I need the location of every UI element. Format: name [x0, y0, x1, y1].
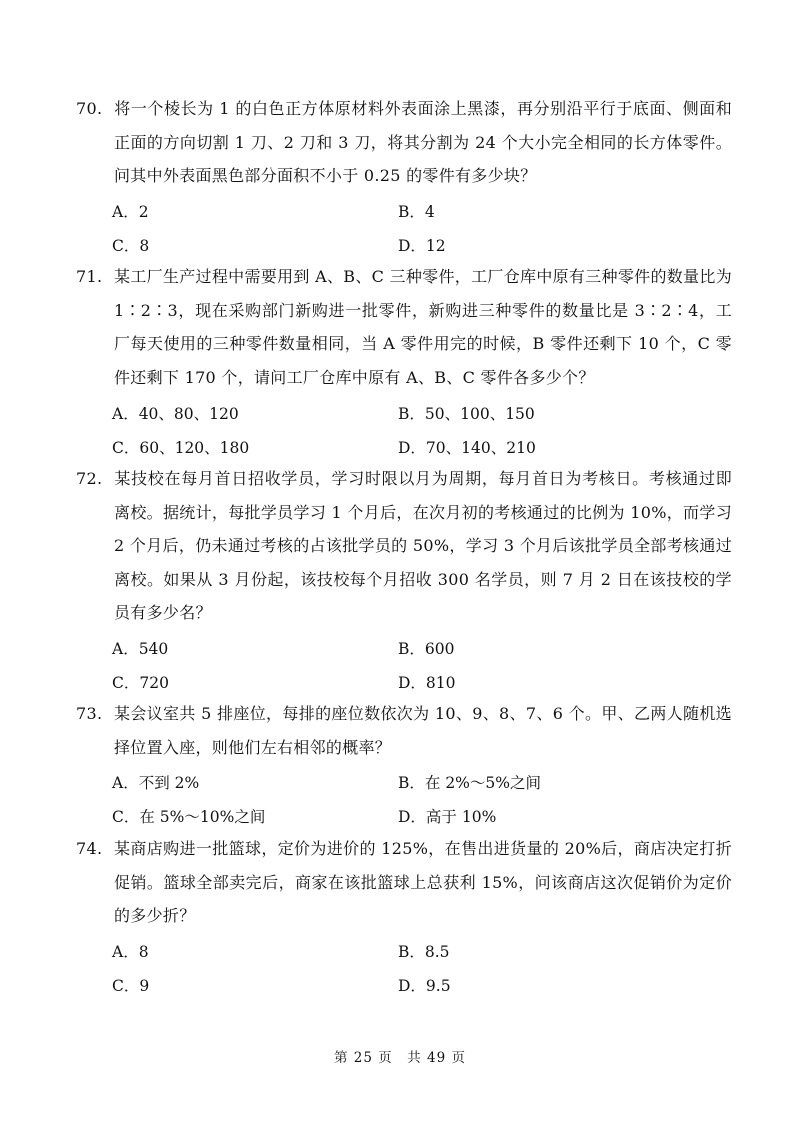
question-71 [76, 260, 732, 394]
question-74-number: 74. [76, 839, 103, 858]
question-72 [76, 462, 732, 630]
question-72-option-a[interactable]: A．540 [112, 640, 169, 658]
question-71-option-a[interactable]: A．40、80、120 [112, 405, 239, 423]
question-70-option-a[interactable]: A．2 [112, 203, 149, 221]
page-number-label: 第 25 页 共 49 页 [333, 1050, 467, 1066]
question-74-option-a[interactable]: A．8 [112, 943, 149, 961]
question-72-options-row-2 [112, 671, 712, 695]
question-74-text [76, 832, 732, 933]
question-74-options-row-2 [112, 974, 712, 998]
question-71-options-row-1 [112, 402, 712, 426]
question-71-options-row-2 [112, 436, 712, 460]
question-73-number: 73. [76, 704, 103, 723]
question-70-option-c[interactable]: C．8 [112, 237, 150, 255]
question-72-text [76, 462, 732, 630]
question-70-option-b[interactable]: B．4 [398, 203, 435, 221]
question-74-stem: 某商店购进一批篮球，定价为进价的 125%，在售出进货量的 20%后，商店决定打折促销。篮球全部卖完后，商家在该批篮球上总获利 15%，问该商店这次促销价为定价的多少折？ [114, 839, 732, 926]
question-72-number: 72. [76, 469, 103, 488]
question-70-number: 70. [76, 99, 103, 118]
question-71-option-d[interactable]: D．70、140、210 [398, 439, 536, 457]
question-71-number: 71. [76, 267, 103, 286]
question-74 [76, 832, 732, 933]
question-73-options-row-2 [112, 805, 712, 829]
question-72-stem: 某技校在每月首日招收学员，学习时限以月为周期，每月首日为考核日。考核通过即离校。据统计，每批学员学习 1 个月后，在次月初的考核通过的比例为 10%，而学习 2 个月后，仍未通过考核的占该批学员的 50%，学习 3 个月后该批学员全部考核通过离校。如果从 3 月份起，该技校每个月招收 300 名学员，则 7 月 2 日在该技校的学员有多少名？ [114, 469, 732, 623]
question-73-option-b[interactable]: B．在 2%～5%之间 [398, 774, 541, 792]
question-70-text [76, 92, 732, 193]
question-74-option-c[interactable]: C．9 [112, 977, 150, 995]
question-72-option-b[interactable]: B．600 [398, 640, 455, 658]
question-72-option-d[interactable]: D．810 [398, 674, 456, 692]
question-74-option-b[interactable]: B．8.5 [398, 943, 450, 961]
question-74-options-row-1 [112, 940, 712, 964]
question-70-options-row-1 [112, 200, 712, 224]
question-71-stem: 某工厂生产过程中需要用到 A、B、C 三种零件，工厂仓库中原有三种零件的数量比为 1∶2∶3，现在采购部门新购进一批零件，新购进三种零件的数量比是 3∶2∶4，工厂每天使用的三种零件数量相同，当 A 零件用完的时候，B 零件还剩下 10 个，C 零件还剩下 170 个，请问工厂仓库中原有 A、B、C 零件各多少个？ [114, 267, 732, 387]
question-73-options-row-1 [112, 771, 712, 795]
question-73-stem: 某会议室共 5 排座位，每排的座位数依次为 10、9、8、7、6 个。甲、乙两人随机选择位置入座，则他们左右相邻的概率？ [114, 704, 732, 757]
question-73 [76, 697, 732, 764]
question-71-option-b[interactable]: B．50、100、150 [398, 405, 535, 423]
page-footer [0, 1046, 800, 1066]
question-71-option-c[interactable]: C．60、120、180 [112, 439, 250, 457]
question-72-option-c[interactable]: C．720 [112, 674, 169, 692]
question-70-option-d[interactable]: D．12 [398, 237, 446, 255]
question-70-stem: 将一个棱长为 1 的白色正方体原材料外表面涂上黑漆，再分别沿平行于底面、侧面和正面的方向切割 1 刀、2 刀和 3 刀，将其分割为 24 个大小完全相同的长方体零件。问其中外表面黑色部分面积不小于 0.25 的零件有多少块？ [114, 99, 732, 186]
question-72-options-row-1 [112, 637, 712, 661]
question-70 [76, 92, 732, 193]
question-73-option-a[interactable]: A．不到 2% [112, 774, 200, 792]
question-70-options-row-2 [112, 234, 712, 258]
question-74-option-d[interactable]: D．9.5 [398, 977, 451, 995]
question-71-text [76, 260, 732, 394]
question-73-option-d[interactable]: D．高于 10% [398, 808, 497, 826]
question-73-text [76, 697, 732, 764]
question-73-option-c[interactable]: C．在 5%～10%之间 [112, 808, 266, 826]
